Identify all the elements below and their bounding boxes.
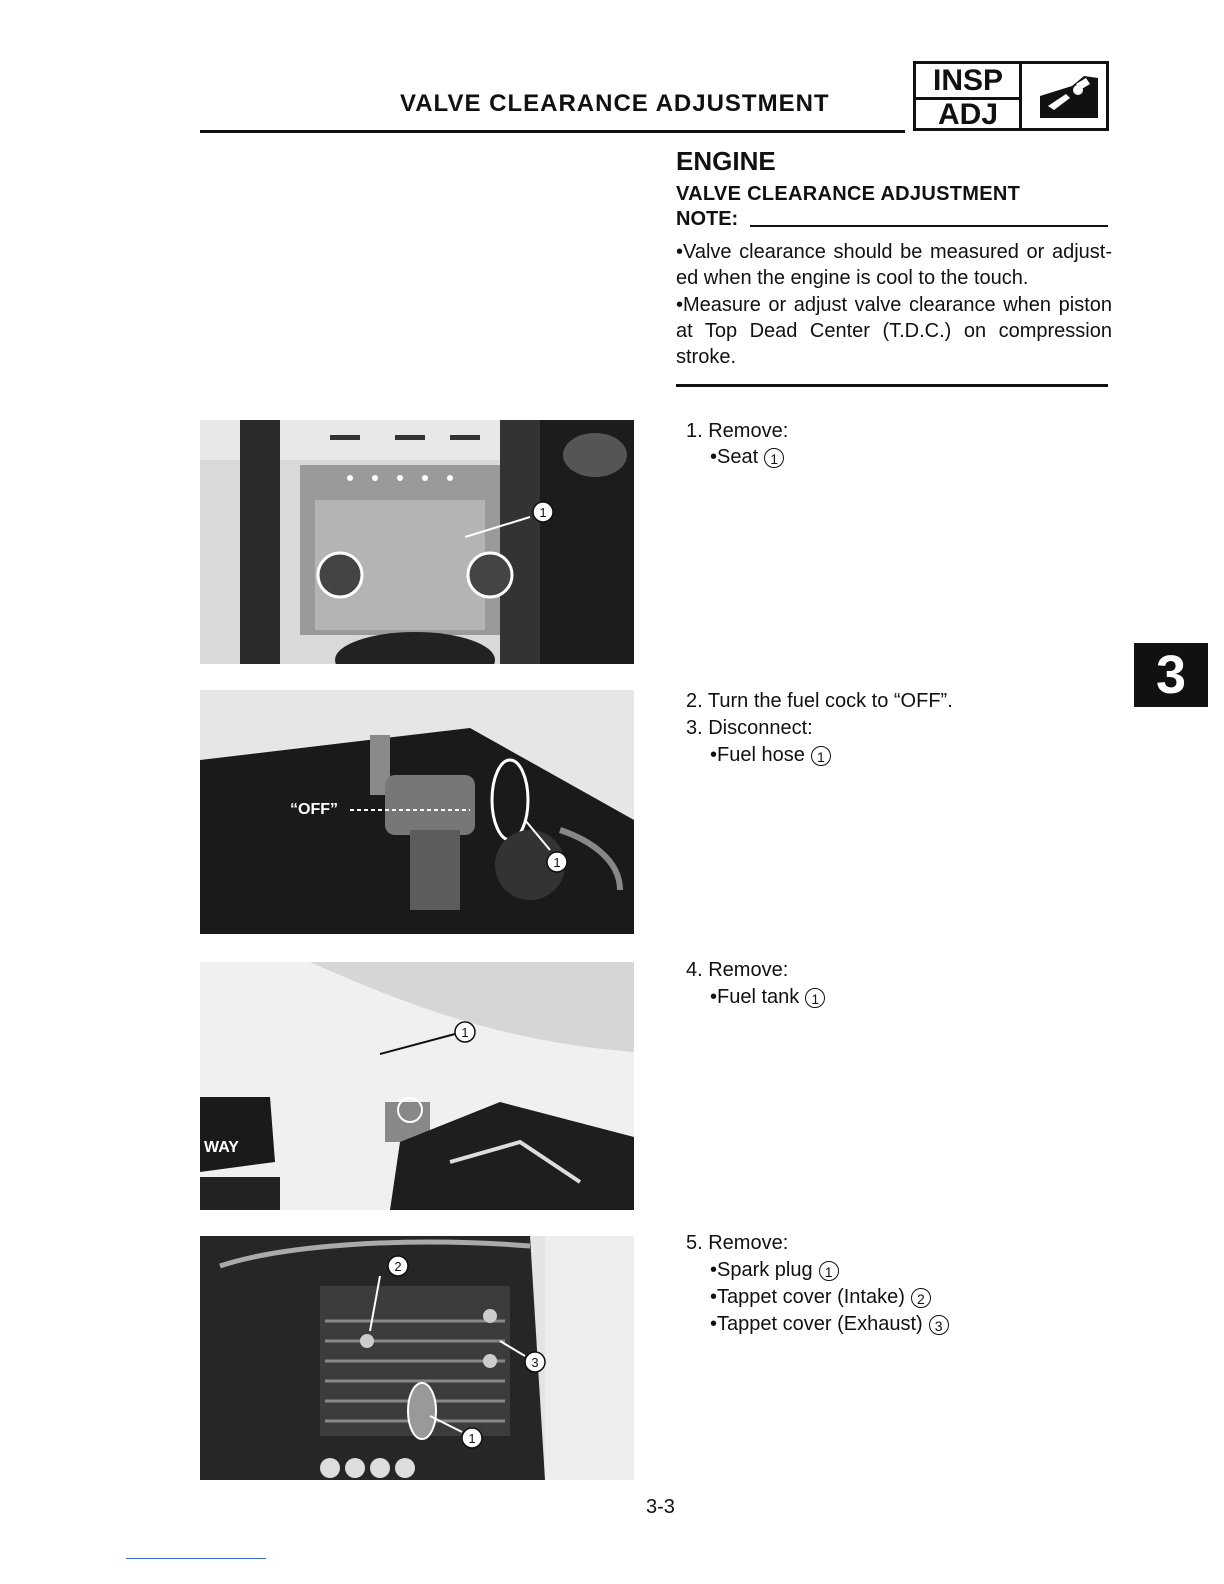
photo-engine-callout-1: 1 [468,1431,476,1446]
item-label: •Tappet cover (Intake) [710,1286,905,1308]
header-rule [200,130,905,133]
step-3-item-fuel-hose [710,742,831,768]
note-label: NOTE: [676,208,739,230]
callout-number: 3 [929,1315,949,1335]
photo-fuel-cock [200,690,634,934]
section-title: ENGINE [676,146,776,176]
note-item: •Valve clearance should be measured or adjust- ed when the engine is cool to the touch. [676,241,1112,289]
photo-seat [200,420,634,664]
step-3: 3. Disconnect: [686,717,813,739]
photo-engine-callout-3: 3 [531,1355,539,1370]
badge-insp-label: INSP [916,64,1020,100]
photo-fuel-tank [200,962,634,1210]
section-subtitle: VALVE CLEARANCE ADJUSTMENT [676,183,1021,205]
item-label: •Spark plug [710,1259,813,1281]
item-label: •Seat [710,446,759,468]
note-end-rule [676,384,1108,387]
step-5: 5. Remove: [686,1232,789,1254]
badge-divider [1019,64,1022,128]
wrench-tool-icon [1026,72,1104,122]
step-1-item-seat [710,444,784,470]
photo-off-label: “OFF” [290,801,338,818]
item-label: •Fuel tank [710,986,800,1008]
step-5-item-tappet-exhaust [710,1311,949,1337]
callout-number: 1 [805,988,825,1008]
chapter-tab: 3 [1134,643,1208,707]
photo-tank-callout: 1 [461,1025,469,1040]
footer-rule [126,1558,266,1559]
header-title: VALVE CLEARANCE ADJUSTMENT [400,90,830,117]
step-4: 4. Remove: [686,959,789,981]
note-item: •Measure or adjust valve clearance when piston at Top Dead Center (T.D.C.) on compression stroke. [676,294,1112,368]
step-5-item-spark-plug [710,1257,839,1283]
item-label: •Tappet cover (Exhaust) [710,1313,923,1335]
callout-number: 1 [764,448,784,468]
callout-number: 1 [811,746,831,766]
step-5-item-tappet-intake [710,1284,931,1310]
photo-engine [200,1236,634,1480]
step-4-item-fuel-tank [710,984,825,1010]
note-rule [750,225,1108,227]
photo-seat-callout: 1 [539,505,547,520]
page-number: 3-3 [646,1496,675,1518]
callout-number: 1 [819,1261,839,1281]
photo-tank-decal: WAY [204,1139,239,1156]
step-2: 2. Turn the fuel cock to “OFF”. [686,690,953,712]
photo-fuel-cock-callout: 1 [553,855,561,870]
item-label: •Fuel hose [710,744,805,766]
insp-adj-badge [913,61,1109,131]
step-1: 1. Remove: [686,420,789,442]
photo-engine-callout-2: 2 [394,1259,402,1274]
badge-adj-label: ADJ [937,98,998,131]
callout-number: 2 [911,1288,931,1308]
